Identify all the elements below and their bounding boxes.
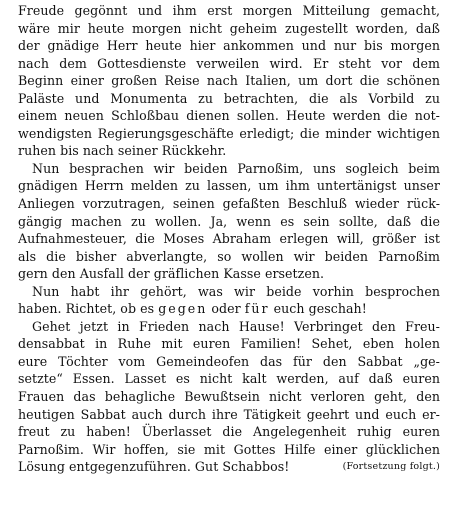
paragraph-1: [18, 2, 440, 160]
spaced-emphasis: für: [244, 301, 270, 317]
text-line: Nun besprachen wir beiden Parnoßim, uns sogleich beim: [32, 160, 440, 176]
paragraph-4: [18, 318, 440, 476]
text-line: als die bisher abverlangte, so wollen wir beiden Parnoßim: [18, 248, 440, 264]
text-line: einem neuen Schloßbau dienen sollen. Heute werden die not-: [18, 108, 440, 124]
text-line: Beginn einer großen Reise nach Italien, um dort die schönen: [18, 73, 440, 89]
text-line: gängig machen zu wollen. Ja, wenn es sein sollte, daß die: [18, 213, 440, 229]
text-line: der gnädige Herr heute hier ankommen und nur bis morgen: [18, 38, 440, 54]
text-line: wendigsten Regierungsgeschäfte erledigt; die minder wichtigen: [18, 125, 440, 141]
text-line: densabbat in Ruhe mit euren Familien! Sehet, eben holen: [18, 336, 440, 352]
text-line: nach dem Gottesdienste verweilen wird. Er steht vor dem: [18, 55, 440, 71]
text-line: heutigen Sabbat auch durch ihre Tätigkeit geehrt und euch er-: [18, 406, 440, 422]
text-line: ruhen bis nach seiner Rückkehr.: [18, 143, 227, 159]
final-text-line: [18, 458, 440, 476]
text-line: Anliegen vorzutragen, seinen gefaßten Beschluß wieder rück-: [18, 196, 440, 212]
text-line: Parnoßim. Wir hoffen, sie mit Gottes Hilfe einer glücklichen: [18, 441, 440, 457]
text-line: setzte“ Essen. Lasset es nicht kalt werden, auf daß euren: [18, 371, 440, 387]
spaced-emphasis: gegen: [158, 301, 208, 317]
text-line: Paläste und Monumenta zu betrachten, die als Vorbild zu: [18, 90, 440, 106]
text-line: Nun habt ihr gehört, was wir beide vorhin besprochen: [32, 283, 440, 299]
paragraph-3: [18, 283, 440, 318]
text-line-with-spaced-words: haben. Richtet, ob es gegen oder für euch geschah!: [18, 301, 367, 317]
text-line: Aufnahmesteuer, die Moses Abraham erlegen will, größer ist: [18, 231, 440, 247]
text-line: freut zu haben! Überlasset die Angelegenheit ruhig euren: [18, 424, 440, 440]
text-line: Frauen das behagliche Bewußtsein nicht verloren geht, den: [18, 389, 440, 405]
paragraph-2: [18, 160, 440, 283]
text-line: gern den Ausfall der gräflichen Kasse ersetzen.: [18, 266, 325, 282]
continuation-note: (Fortsetzung folgt.): [342, 461, 440, 473]
text-line: Gehet jetzt in Frieden nach Hause! Verbringet den Freu-: [32, 318, 440, 334]
text-line: wäre mir heute morgen nicht geheim zugestellt worden, daß: [18, 20, 440, 36]
text-line: gnädigen Herrn melden zu lassen, um ihm untertänigst unser: [18, 178, 440, 194]
text-line-content: Lösung entgegenzuführen. Gut Schabbos!: [18, 459, 290, 475]
text-line: Freude gegönnt und ihm erst morgen Mitteilung gemacht,: [18, 3, 440, 18]
text-line: eure Töchter vom Gemeindeofen das für den Sabbat „ge-: [18, 353, 440, 369]
